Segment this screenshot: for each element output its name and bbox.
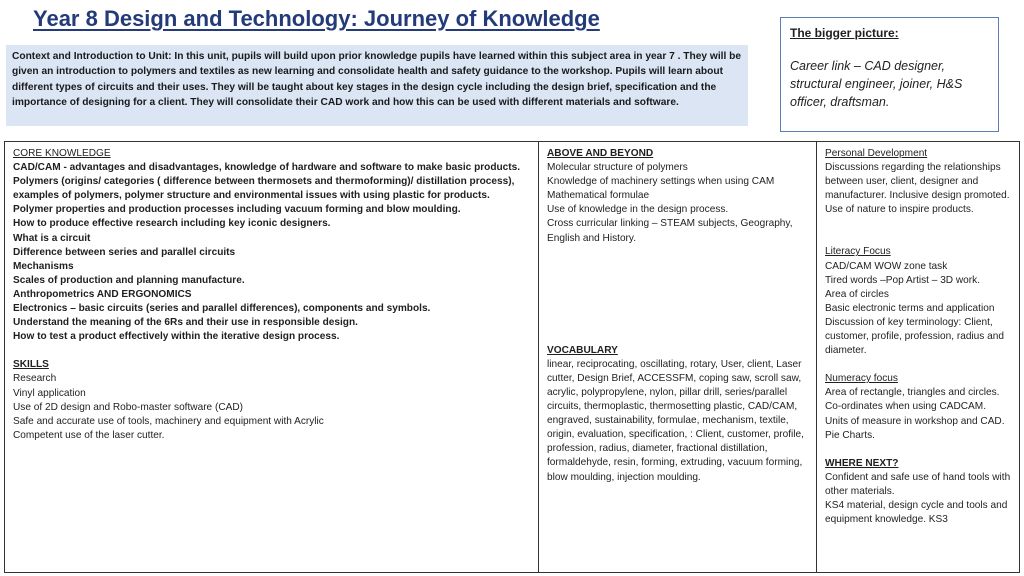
above-item: Mathematical formulae (547, 190, 650, 202)
core-knowledge-heading: CORE KNOWLEDGE (13, 148, 111, 159)
skills-item: Research (13, 373, 57, 385)
skills-item: Use of 2D design and Robo-master software (CAD) (13, 401, 244, 413)
core-item: What is a circuit (13, 232, 91, 244)
development-column (817, 142, 1019, 572)
literacy-item: Discussion of key terminology: Client, customer, profile, profession, radius and diameter. (825, 316, 1004, 357)
vocabulary-heading: VOCABULARY (547, 344, 618, 356)
skills-item: Competent use of the laser cutter. (13, 429, 165, 441)
personal-development-text: Discussions regarding the relationships between user, client, designer and manufacturer. Inclusive design promoted. Use of nature to inspire products. (825, 162, 1010, 216)
context-introduction: Context and Introduction to Unit: In this unit, pupils will build upon prior knowledge pupils have learned within this subject area in year 7 . They will be given an introduction to polymers and textiles as new learning and consolidate health and safety guidance to the workshop. Pupils will learn about different types of circuits and their uses. They will be taught about key stages in the design cycle including the design brief, specification and the importance of designing for a client. They will consolidate their CAD work and how this can be used with different materials and software. (6, 45, 748, 126)
core-item: Scales of production and planning manufacture. (13, 274, 245, 286)
bigger-picture-box (780, 17, 999, 132)
above-beyond-heading: ABOVE AND BEYOND (547, 148, 654, 159)
above-item: Knowledge of machinery settings when using CAM (547, 176, 775, 188)
numeracy-item: Units of measure in workshop and CAD. Pie Charts. (825, 415, 1005, 441)
vocabulary-text: linear, reciprocating, oscillating, rotary, User, client, Laser cutter, Design Brief, ACCESSFM, coping saw, scroll saw, acrylic, polypropylene, nylon, pillar drill, series/parallel circuits, thermoplastic, thermosetting plastic, CAD/CAM, engraved, sustainability, formulae, mechanism, textile, origin, evaluation, specification, : Client, customer, profile, profession, radius, diameter, fractional distillation, formaldehyde, resin, forming, extruding, vacuum forming, blow moulding, injection moulding. (547, 358, 804, 483)
core-item: Difference between series and parallel circuits (13, 246, 236, 258)
core-item: Electronics – basic circuits (series and parallel differences), components and symbols. (13, 303, 431, 315)
above-item: Molecular structure of polymers (547, 162, 688, 174)
bigger-picture-heading: The bigger picture: (790, 26, 899, 40)
core-item: How to test a product effectively within the iterative design process. (13, 331, 340, 343)
skills-heading: SKILLS (13, 359, 49, 371)
numeracy-item: Co-ordinates when using CADCAM. (825, 401, 987, 413)
core-item: Anthropometrics AND ERGONOMICS (13, 288, 192, 300)
numeracy-item: Area of rectangle, triangles and circles. (825, 387, 1000, 399)
above-beyond-column (539, 142, 817, 572)
literacy-item: CAD/CAM WOW zone task (825, 260, 948, 272)
literacy-item: Tired words –Pop Artist – 3D work. (825, 274, 981, 286)
literacy-item: Basic electronic terms and application (825, 302, 995, 314)
core-item: Mechanisms (13, 260, 74, 272)
page-title: Year 8 Design and Technology: Journey of Knowledge (33, 6, 600, 31)
core-item: Understand the meaning of the 6Rs and their use in responsible design. (13, 317, 358, 329)
skills-item: Safe and accurate use of tools, machinery and equipment with Acrylic (13, 415, 324, 427)
numeracy-focus-heading: Numeracy focus (825, 373, 898, 385)
where-next-item: Confident and safe use of hand tools with other materials. (825, 471, 1011, 497)
core-item: How to produce effective research including key iconic designers. (13, 218, 331, 230)
knowledge-table (4, 141, 1020, 573)
core-item: Polymers (origins/ categories ( difference between thermosets and thermoforming)/ distillation process), (13, 176, 515, 188)
where-next-item: KS4 material, design cycle and tools and equipment knowledge. KS3 (825, 499, 1008, 526)
core-item: Polymer properties and production processes including vacuum forming and blow moulding. (13, 204, 461, 216)
above-item: Cross curricular linking – STEAM subjects, Geography, English and History. (547, 218, 793, 244)
literacy-item: Area of circles (825, 288, 889, 300)
bigger-picture-text: Career link – CAD designer, structural engineer, joiner, H&S officer, draftsman. (790, 59, 963, 109)
personal-development-heading: Personal Development (825, 148, 928, 159)
literacy-focus-heading: Literacy Focus (825, 246, 891, 258)
skills-item: Vinyl application (13, 387, 86, 399)
core-knowledge-column (5, 142, 539, 572)
core-item: examples of polymers, polymer structure and environmental issues with using plastic for products. (13, 190, 490, 202)
core-item: CAD/CAM - advantages and disadvantages, knowledge of hardware and software to make basic products. (13, 162, 521, 174)
above-item: Use of knowledge in the design process. (547, 204, 729, 216)
where-next-heading: WHERE NEXT? (825, 457, 899, 469)
